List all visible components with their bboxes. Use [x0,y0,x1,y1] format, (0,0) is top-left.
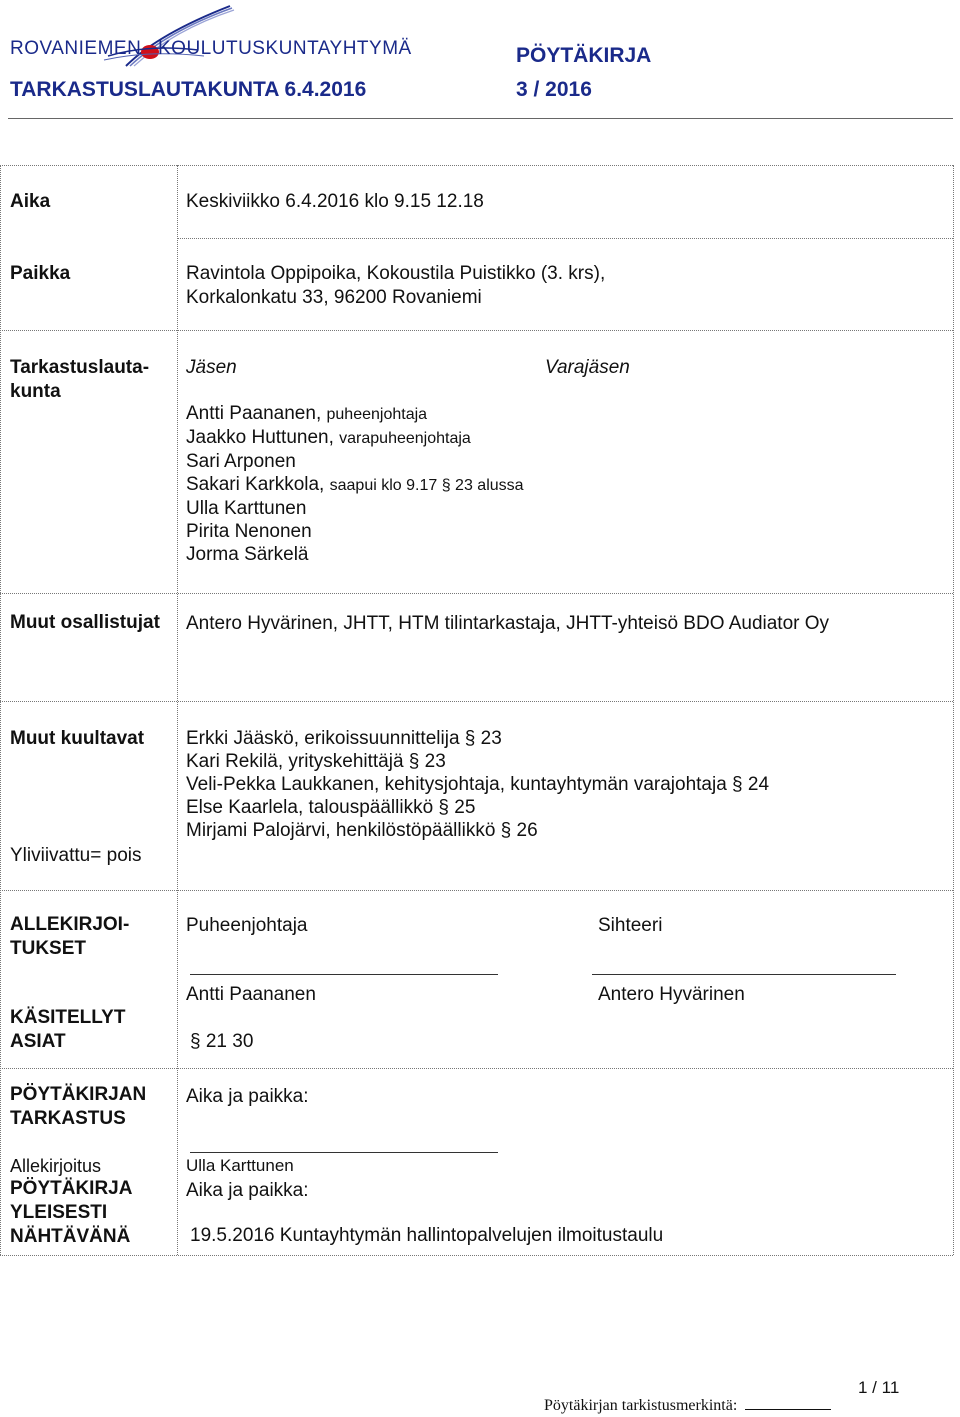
member-name: Antti Paananen, [186,403,322,424]
allekirjoitukset-label-1: ALLEKIRJOI- [10,914,130,935]
aika-value: Keskiviikko 6.4.2016 klo 9.15 12.18 [186,191,484,212]
row-sep-osallistujat [0,701,953,702]
paikka-line2: Korkalonkatu 33, 96200 Rovaniemi [186,287,482,308]
member-note: varapuheenjohtaja [339,430,471,447]
header-rule [8,118,953,119]
row-sep-lautakunta [0,593,953,594]
kasitellyt-label-1: KÄSITELLYT [10,1007,126,1028]
table-left [0,165,1,1255]
lautakunta-label [10,356,149,404]
member-name: Ulla Karttunen [186,498,307,519]
tarkastus-label-1: PÖYTÄKIRJAN [10,1084,147,1105]
member-name: Pirita Nenonen [186,521,312,542]
chair-role: Puheenjohtaja [186,915,308,936]
chair-signature-line [190,974,498,975]
member-item [186,473,524,497]
tarkastus-time-place: Aika ja paikka: [186,1086,309,1107]
member-name: Jaakko Huttunen, [186,427,334,448]
secretary-role: Sihteeri [598,915,663,936]
nahtavana-label [10,1177,132,1249]
osallistujat-label: Muut osallistujat [10,612,160,633]
row-sep-aika [177,238,953,239]
paikka-label: Paikka [10,263,71,284]
list-item: Mirjami Palojärvi, henkilöstöpäällikkö § 26 [186,820,538,841]
deputy-column-header: Varajäsen [545,357,630,378]
nahtavana-label-2: YLEISESTI [10,1202,108,1223]
lautakunta-label-2: kunta [10,381,61,402]
allekirjoitukset-label [10,913,129,961]
member-note: saapui klo 9.17 § 23 alussa [329,477,524,494]
meeting-title: TARKASTUSLAUTAKUNTA 6.4.2016 [10,78,367,101]
allekirjoitukset-label-2: TUKSET [10,938,86,959]
member-name: Sakari Karkkola, [186,474,325,495]
check-mark-label: Pöytäkirjan tarkistusmerkintä: [544,1397,738,1414]
member-item [186,520,524,543]
kasitellyt-value: § 21 30 [190,1031,254,1052]
member-name: Jorma Särkelä [186,544,309,565]
nahtavana-label-1: PÖYTÄKIRJA [10,1178,133,1199]
list-item: Kari Rekilä, yrityskehittäjä § 23 [186,751,446,772]
check-mark-blank [745,1397,831,1410]
row-sep-kuultavat [0,890,953,891]
aika-label: Aika [10,191,51,212]
secretary-signature-line [592,974,896,975]
secretary-name: Antero Hyvärinen [598,984,745,1005]
lautakunta-label-1: Tarkastuslauta- [10,357,150,378]
nahtavana-value: 19.5.2016 Kuntayhtymän hallintopalvelujen ilmoitustaulu [190,1225,664,1246]
list-item: Veli-Pekka Laukkanen, kehitysjohtaja, kuntayhtymän varajohtaja § 24 [186,774,770,795]
kasitellyt-label-2: ASIAT [10,1031,66,1052]
member-item [186,402,524,426]
meeting-number: 3 / 2016 [516,78,592,101]
nahtavana-time-place: Aika ja paikka: [186,1180,309,1201]
nahtavana-label-3: NÄHTÄVÄNÄ [10,1226,131,1247]
logo-text-right: KOULUTUSKUNTAYHTYMÄ [158,38,412,59]
list-item: Erkki Jääskö, erikoissuunnittelija § 23 [186,728,502,749]
member-item [186,497,524,520]
list-item: Else Kaarlela, talouspäällikkö § 25 [186,797,476,818]
table-divider [177,165,178,1255]
logo-text-left: ROVANIEMEN [10,38,142,59]
member-item [186,450,524,473]
chair-name: Antti Paananen [186,984,316,1005]
logo [8,4,412,68]
table-right [953,165,954,1255]
kuultavat-label: Muut kuultavat [10,728,145,749]
member-list [186,402,524,566]
member-name: Sari Arponen [186,451,296,472]
member-column-header: Jäsen [186,357,237,378]
kuultavat-list [186,727,769,842]
check-mark [544,1397,831,1415]
member-item [186,543,524,566]
member-item [186,426,524,450]
kuultavat-note: Yliviivattu= pois [10,845,142,866]
inspector-signature-line [190,1152,498,1153]
signature-label: Allekirjoitus [10,1156,102,1176]
row-sep-paikka [0,330,953,331]
tarkastus-label [10,1083,146,1131]
osallistujat-value: Antero Hyvärinen, JHTT, HTM tilintarkastaja, JHTT-yhteisö BDO Audiator Oy [186,613,830,634]
table-top [0,165,953,166]
tarkastus-label-2: TARKASTUS [10,1108,126,1129]
member-note: puheenjohtaja [326,406,428,423]
paikka-line1: Ravintola Oppipoika, Kokoustila Puistikko (3. krs), [186,263,606,284]
table-bottom [0,1255,953,1256]
inspector-name: Ulla Karttunen [186,1156,294,1175]
kasitellyt-label [10,1006,125,1054]
doc-type: PÖYTÄKIRJA [516,44,652,67]
row-sep-asiat [0,1068,953,1069]
page-number: 1 / 11 [858,1378,900,1397]
